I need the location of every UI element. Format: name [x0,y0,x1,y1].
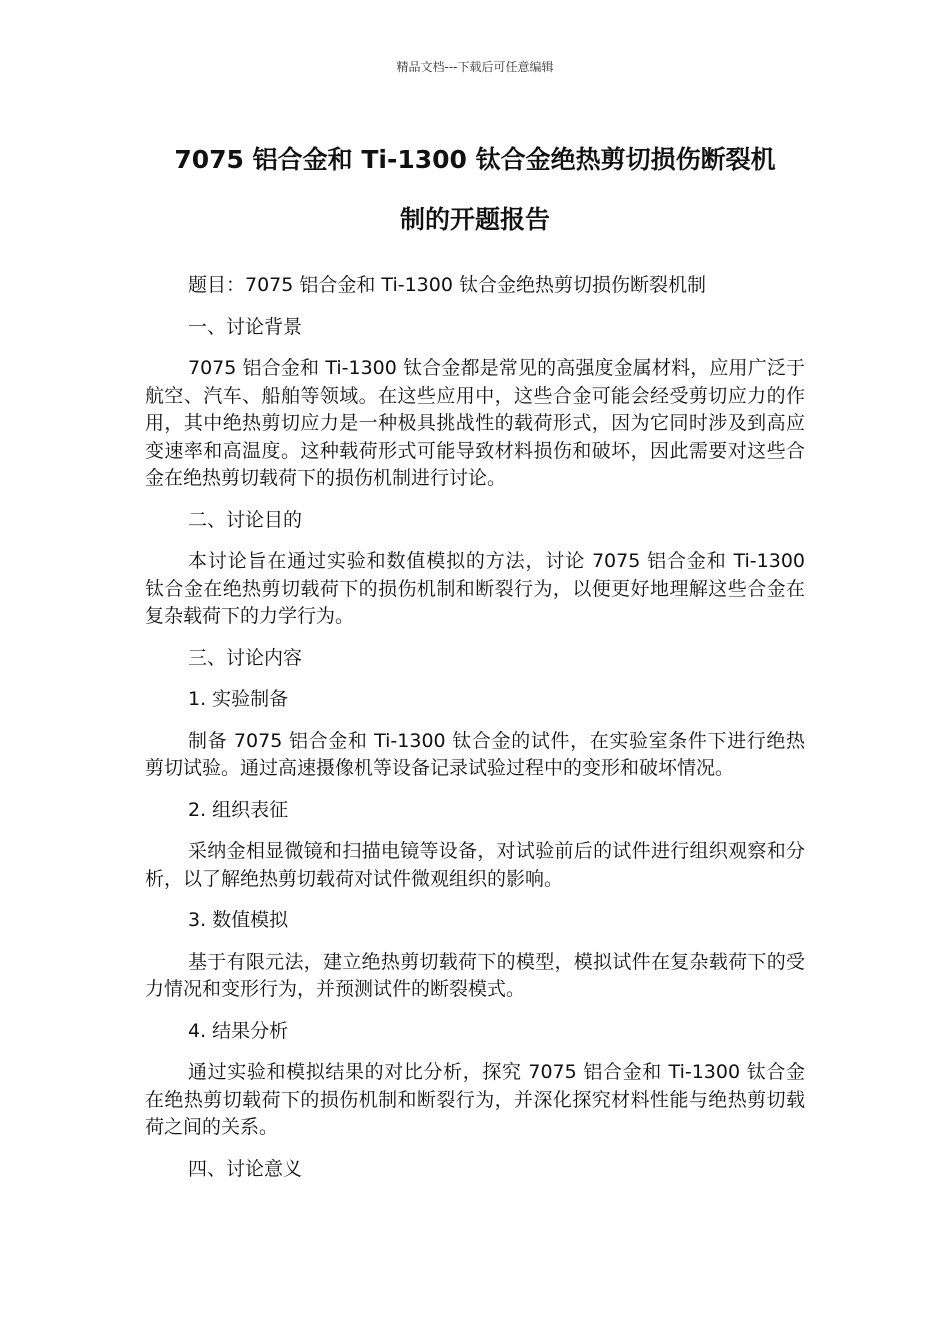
title-line-2: 制的开题报告 [399,205,550,234]
section-heading-purpose: 二、讨论目的 [188,508,303,531]
topic-line: 题目：7075 铝合金和 Ti-1300 钛合金绝热剪切损伤断裂机制 [188,274,706,296]
item-heading-experiment: 1. 实验制备 [188,688,289,710]
document-body [145,272,805,1197]
section-heading-significance: 四、讨论意义 [188,1157,303,1180]
title-line-1: 7075 铝合金和 Ti-1300 钛合金绝热剪切损伤断裂机 [174,145,776,174]
paragraph-analysis: 通过实验和模拟结果的对比分析，探究 7075 铝合金和 Ti-1300 钛合金在绝热剪切载荷下的损伤机制和断裂行为，并深化探究材料性能与绝热剪切载荷之间的关系。 [145,1061,805,1138]
section-heading-content: 三、讨论内容 [188,646,303,669]
header-note: 精品文档---下载后可任意编辑 [396,60,554,74]
item-heading-simulation: 3. 数值模拟 [188,909,289,931]
paragraph-characterization: 采纳金相显微镜和扫描电镜等设备，对试验前后的试件进行组织观察和分析，以了解绝热剪切载荷对试件微观组织的影响。 [145,840,805,890]
paragraph-purpose: 本讨论旨在通过实验和数值模拟的方法，讨论 7075 铝合金和 Ti-1300 钛合金在绝热剪切载荷下的损伤机制和断裂行为，以便更好地理解这些合金在复杂载荷下的力学行为。 [145,550,805,627]
document-title [120,130,830,250]
paragraph-background: 7075 铝合金和 Ti-1300 钛合金都是常见的高强度金属材料，应用广泛于航空、汽车、船舶等领域。在这些应用中，这些合金可能会经受剪切应力的作用，其中绝热剪切应力是一种极具挑战性的载荷形式，因为它同时涉及到高应变速率和高温度。这种载荷形式可能导致材料损伤和破坏，因此需要对这些合金在绝热剪切载荷下的损伤机制进行讨论。 [145,357,805,489]
item-heading-characterization: 2. 组织表征 [188,798,289,821]
item-heading-analysis: 4. 结果分析 [188,1019,289,1042]
paragraph-experiment: 制备 7075 铝合金和 Ti-1300 钛合金的试件，在实验室条件下进行绝热剪切试验。通过高速摄像机等设备记录试验过程中的变形和破坏情况。 [145,729,805,779]
paragraph-simulation: 基于有限元法，建立绝热剪切载荷下的模型，模拟试件在复杂载荷下的受力情况和变形行为，并预测试件的断裂模式。 [145,950,805,1000]
section-heading-background: 一、讨论背景 [188,315,303,338]
